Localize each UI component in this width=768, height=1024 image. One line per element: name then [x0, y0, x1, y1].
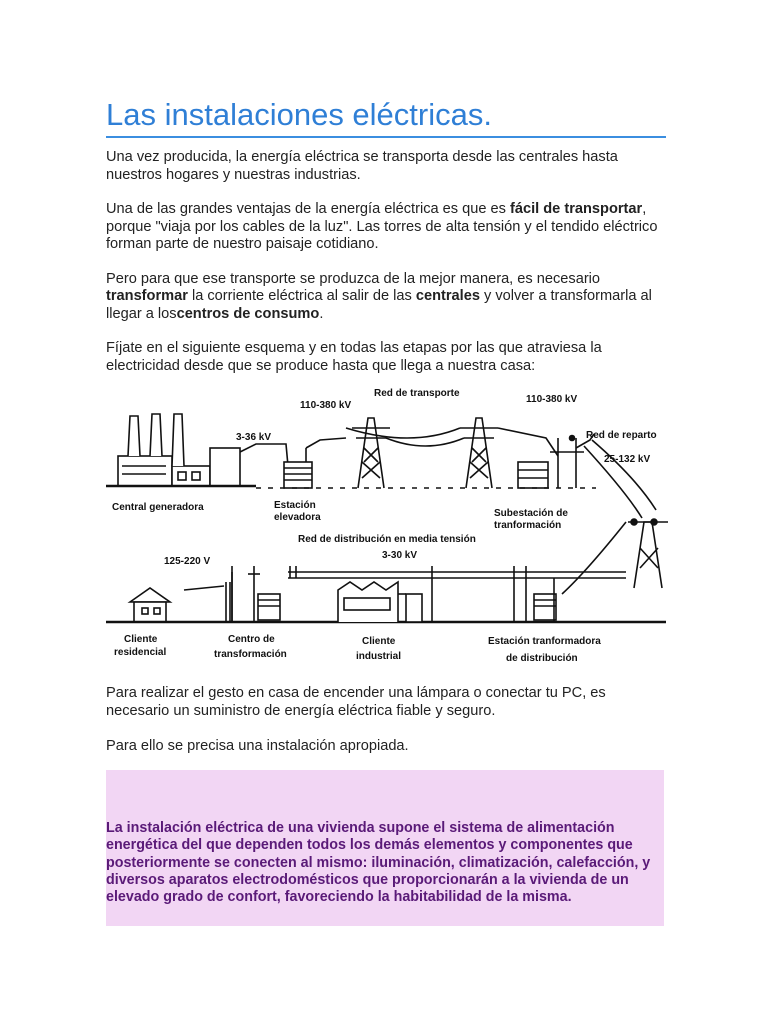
highlight-box — [106, 770, 664, 926]
label-voltage-110-380-right: 110-380 kV — [526, 394, 578, 405]
distribution-tower-icon — [628, 519, 668, 588]
label-estacion-elevadora-1: Estación — [274, 500, 316, 511]
label-voltage-125-220: 125-220 V — [164, 556, 211, 567]
factory-icon — [338, 566, 432, 622]
label-centro-transformacion-1: Centro de — [228, 634, 275, 645]
label-cliente-industrial-1: Cliente — [362, 636, 396, 647]
text-run: la corriente eléctrica al salir de las — [187, 288, 416, 304]
label-cliente-residencial-1: Cliente — [124, 634, 158, 645]
supply-paragraph: Para realizar el gesto en casa de encender una lámpara o conectar tu PC, es necesario un suministro de energía eléctrica fiable y seguro. — [106, 685, 606, 719]
distribution-transformer-icon — [514, 566, 556, 622]
page-title: Las instalaciones eléctricas. — [106, 96, 666, 138]
text-run: Pero para que ese transporte se produzca de la mejor manera, es necesario — [106, 270, 601, 287]
installation-paragraph: Para ello se precisa una instalación apropiada. — [106, 738, 409, 754]
scheme-intro-paragraph: Fíjate en el siguiente esquema y en todas las etapas por las que atraviesa la electricidad desde que se produce hasta que llega a nuestra casa: — [106, 340, 602, 374]
label-red-transporte: Red de transporte — [374, 388, 460, 399]
step-up-transformer-icon — [284, 438, 346, 488]
text-run: . — [319, 305, 324, 322]
label-cliente-industrial-2: industrial — [356, 651, 402, 662]
house-icon — [130, 588, 170, 622]
bold-run: centrales — [415, 288, 480, 304]
power-plant-icon — [106, 414, 256, 486]
bold-run: fácil de transportar — [510, 201, 643, 217]
label-voltage-3-36: 3-36 kV — [236, 432, 272, 443]
label-voltage-3-30: 3-30 kV — [382, 550, 418, 561]
label-estacion-elevadora-2: elevadora — [274, 512, 321, 523]
transformation-center-icon — [184, 566, 280, 622]
text-run: Una de las grandes ventajas de la energía eléctrica es que es — [106, 201, 511, 217]
transmission-tower-icon — [460, 418, 498, 488]
power-distribution-diagram — [106, 382, 670, 670]
label-subestacion-1: Subestación de — [494, 508, 568, 519]
intro-paragraph: Una vez producida, la energía eléctrica se transporta desde las centrales hasta nuestros hogares y nuestras industrias. — [106, 149, 618, 183]
label-red-distribucion: Red de distribución en media tensión — [298, 534, 476, 545]
label-central-generadora: Central generadora — [112, 502, 204, 513]
transform-paragraph — [106, 271, 666, 324]
advantages-paragraph — [106, 201, 666, 254]
label-voltage-110-380-left: 110-380 kV — [300, 400, 352, 411]
highlight-text: La instalación eléctrica de una vivienda supone el sistema de alimentación energética del que dependen todos los demás elementos y componentes que posteriormente se conecten al mismo: iluminación, climatización, calefacción, y diversos aparatos electrodomésticos que proporcionarán a la vivienda de un elevado grado de confort, favoreciendo la habitabilidad de la misma. — [106, 820, 651, 906]
text-run: , porque "viaja por los cables de la luz". Las torres de alta tensión y el tendido eléctrico forman parte de nuestro paisaje cotidiano. — [106, 201, 658, 252]
label-estacion-transformadora-1: Estación tranformadora — [488, 636, 601, 647]
label-centro-transformacion-2: transformación — [214, 649, 287, 660]
bold-run: centros de consumo — [176, 305, 320, 322]
text-run: y volver a transformarla al llegar a los — [106, 288, 652, 322]
label-voltage-25-132: 25-132 kV — [604, 454, 651, 465]
page-content — [106, 96, 666, 375]
substation-icon — [518, 434, 594, 488]
bold-run: transformar — [106, 288, 188, 304]
label-estacion-transformadora-2: de distribución — [506, 653, 578, 664]
transmission-tower-icon — [352, 418, 390, 488]
label-cliente-residencial-2: residencial — [114, 647, 167, 658]
label-red-reparto: Red de reparto — [586, 430, 657, 441]
label-subestacion-2: tranformación — [494, 520, 562, 531]
